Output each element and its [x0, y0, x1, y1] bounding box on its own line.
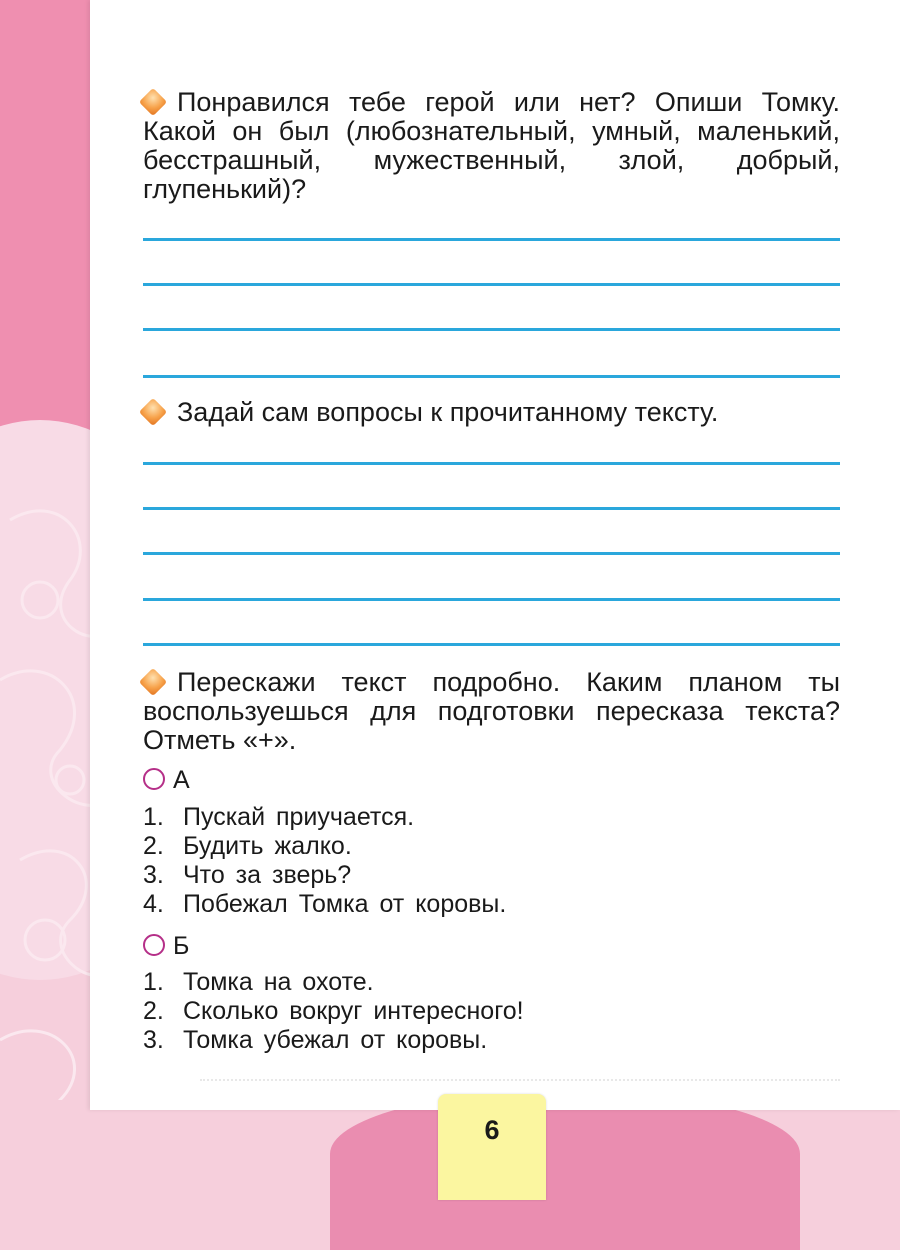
list-item: 1. Томка на охоте.	[143, 968, 374, 996]
option-b-radio[interactable]	[143, 934, 165, 956]
list-item: 4. Побежал Томка от коровы.	[143, 890, 507, 918]
question-1-text: Понравился тебе герой или нет? Опиши Томку. Какой он был (любознательный, умный, маленький, бесстрашный, мужественный, злой, добрый, глупенький)?	[143, 87, 840, 204]
writing-line[interactable]	[143, 507, 840, 510]
diamond-bullet-icon	[139, 398, 167, 426]
plan-option-b	[143, 932, 189, 961]
background-bottom-wave	[330, 1090, 800, 1250]
option-b-label: Б	[173, 932, 190, 960]
diamond-bullet-icon	[139, 668, 167, 696]
plan-b-list	[143, 968, 524, 1055]
list-item: 1. Пускай приучается.	[143, 803, 415, 831]
plan-a-list	[143, 803, 506, 919]
list-item: 2. Будить жалко.	[143, 832, 352, 860]
writing-line[interactable]	[143, 462, 840, 465]
plan-option-a	[143, 766, 190, 795]
question-3-text: Перескажи текст подробно. Каким планом ты воспользуешься для подготовки пересказа текста? Отметь «+».	[143, 667, 840, 755]
writing-line[interactable]	[143, 375, 840, 378]
page-divider	[200, 1079, 840, 1081]
list-item: 2. Сколько вокруг интересного!	[143, 997, 524, 1025]
question-2-text: Задай сам вопросы к прочитанному тексту.	[177, 397, 719, 427]
question-3	[143, 668, 840, 755]
writing-line[interactable]	[143, 643, 840, 646]
page-number: 6	[484, 1115, 500, 1145]
option-a-radio[interactable]	[143, 768, 165, 790]
writing-line[interactable]	[143, 598, 840, 601]
diamond-bullet-icon	[139, 88, 167, 116]
writing-line[interactable]	[143, 552, 840, 555]
list-item: 3. Томка убежал от коровы.	[143, 1026, 488, 1054]
option-a-label: А	[173, 766, 190, 794]
list-item: 3. Что за зверь?	[143, 861, 352, 889]
question-2	[143, 398, 840, 427]
page-number-tab	[438, 1094, 546, 1200]
writing-line[interactable]	[143, 238, 840, 241]
writing-line[interactable]	[143, 328, 840, 331]
question-1	[143, 88, 840, 204]
writing-line[interactable]	[143, 283, 840, 286]
